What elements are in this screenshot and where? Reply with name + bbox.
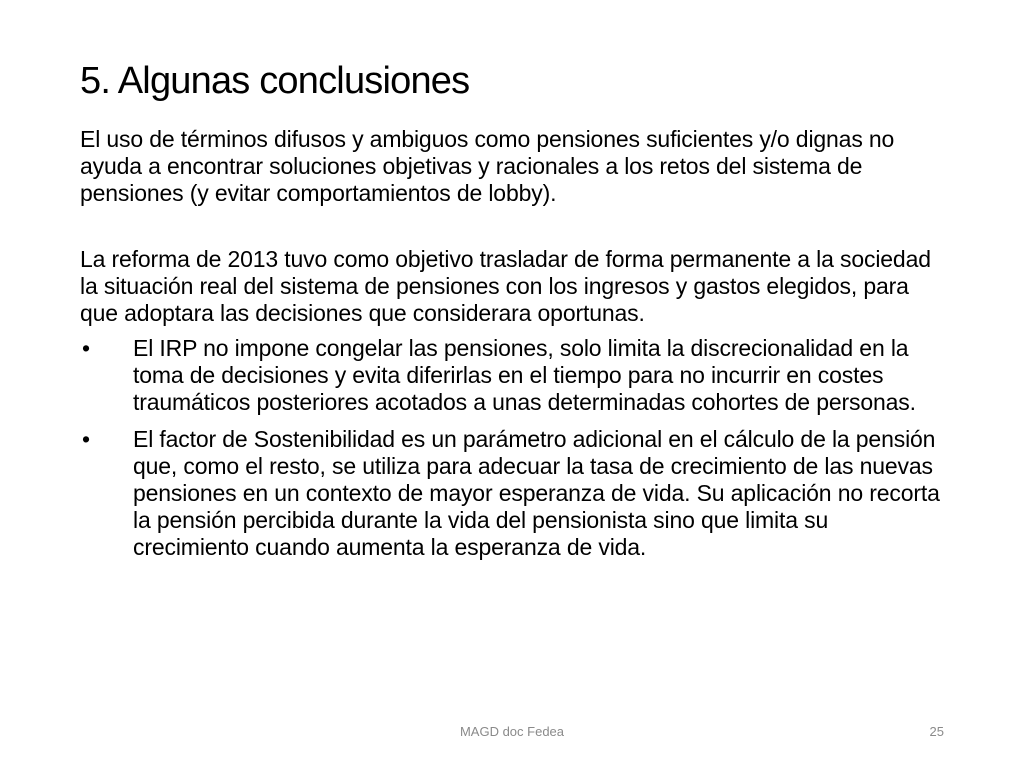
bullet-text-sustainability-factor: El factor de Sostenibilidad es un parámetro adicional en el cálculo de la pensión que, como el resto, se utiliza para adecuar la tasa de crecimiento de las nuevas pensiones en un contexto de mayor esperanza de vida. Su aplicación no recorta la pensión percibida durante la vida del pensionista sino que limita su crecimiento cuando aumenta la esperanza de vida.	[133, 426, 940, 560]
bullet-text-irp: El IRP no impone congelar las pensiones, solo limita la discrecionalidad en la toma de decisiones y evita diferirlas en el tiempo para no incurrir en costes traumáticos posteriores acotados a unas determinadas cohortes de personas.	[133, 335, 916, 415]
footer-source: MAGD doc Fedea	[459, 724, 565, 739]
bullet-list	[80, 335, 950, 561]
footer-page-number: 25	[929, 724, 944, 739]
paragraph-reform-2013: La reforma de 2013 tuvo como objetivo trasladar de forma permanente a la sociedad la situación real del sistema de pensiones con los ingresos y gastos elegidos, para que adoptara las decisiones que considerara oportunas.	[80, 246, 931, 326]
paragraph-terms: El uso de términos difusos y ambiguos como pensiones suficientes y/o dignas no ayuda a encontrar soluciones objetivas y racionales a los retos del sistema de pensiones (y evitar comportamientos de lobby).	[80, 126, 895, 206]
slide-body	[80, 126, 950, 561]
bullet-item-irp	[80, 335, 950, 416]
slide-title: 5. Algunas conclusiones	[80, 60, 470, 102]
bullet-dot-icon: •	[82, 426, 90, 452]
bullet-dot-icon: •	[82, 335, 90, 361]
bullet-item-sustainability-factor	[80, 426, 950, 561]
